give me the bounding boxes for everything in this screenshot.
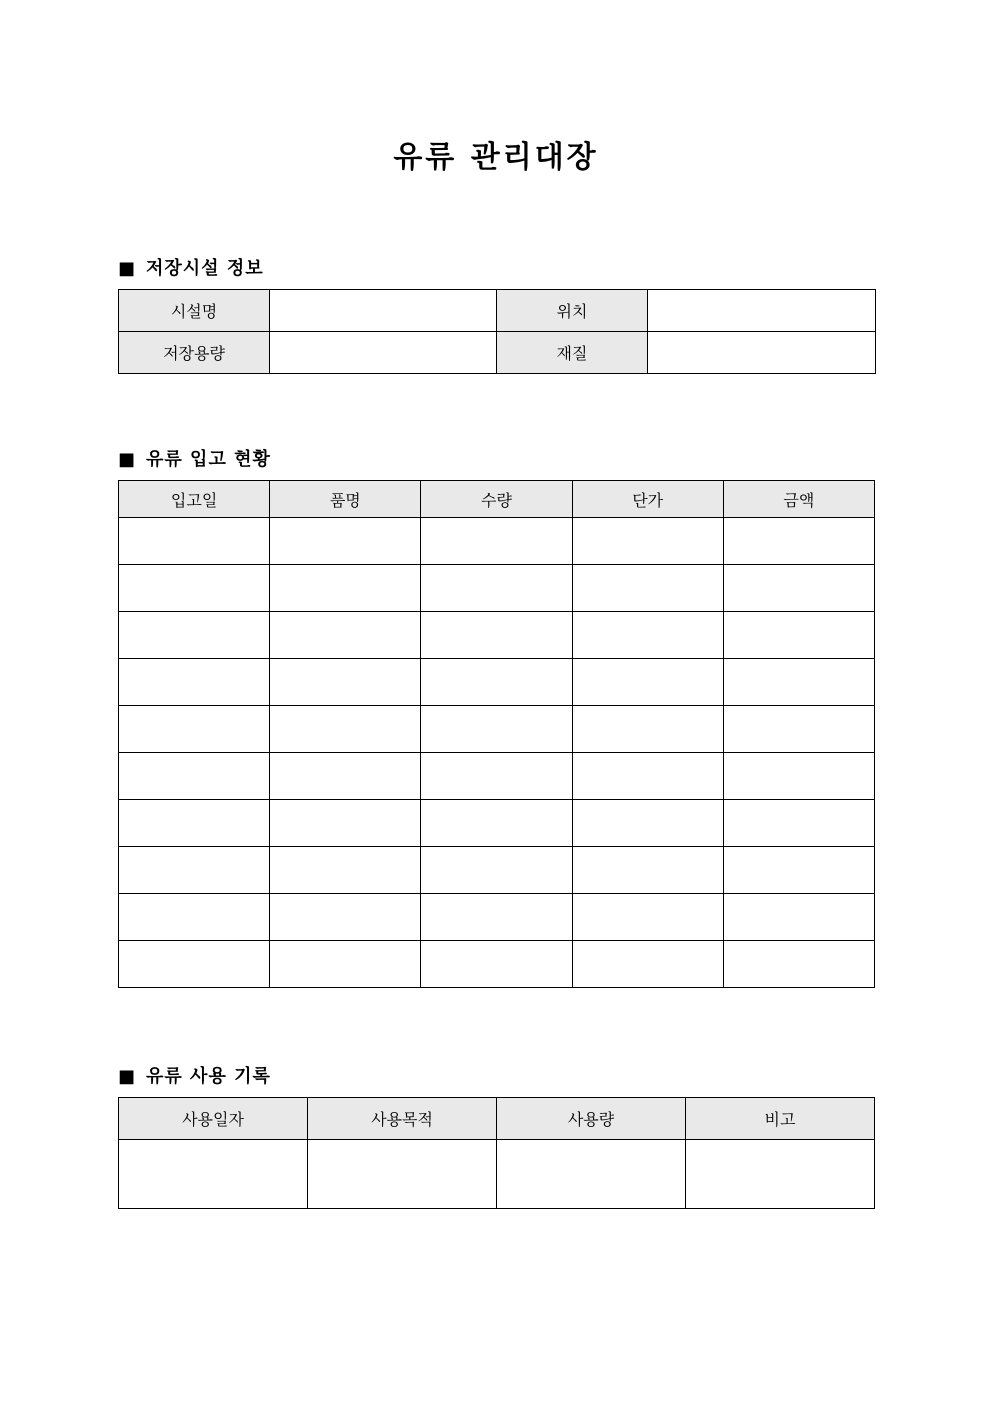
table-cell[interactable] xyxy=(270,941,421,988)
table-cell[interactable] xyxy=(119,612,270,659)
facility-name-field[interactable] xyxy=(270,290,497,332)
table-cell[interactable] xyxy=(421,894,572,941)
table-cell[interactable] xyxy=(270,518,421,565)
table-row xyxy=(119,518,875,565)
location-label: 위치 xyxy=(497,290,648,332)
table-cell[interactable] xyxy=(723,847,874,894)
table-cell[interactable] xyxy=(270,894,421,941)
table-row xyxy=(119,565,875,612)
table-row xyxy=(119,847,875,894)
table-cell[interactable] xyxy=(421,941,572,988)
table-cell[interactable] xyxy=(119,1140,308,1209)
square-bullet-icon: ■ xyxy=(118,258,137,279)
table-cell[interactable] xyxy=(572,565,723,612)
table-cell[interactable] xyxy=(723,941,874,988)
column-header: 입고일 xyxy=(119,481,270,518)
table-cell[interactable] xyxy=(421,659,572,706)
table-cell[interactable] xyxy=(723,565,874,612)
table-cell[interactable] xyxy=(723,659,874,706)
table-header-row xyxy=(119,481,875,518)
table-cell[interactable] xyxy=(421,565,572,612)
table-cell[interactable] xyxy=(421,753,572,800)
table-cell[interactable] xyxy=(572,894,723,941)
table-header-row xyxy=(119,1098,875,1140)
table-cell[interactable] xyxy=(723,706,874,753)
table-cell[interactable] xyxy=(270,847,421,894)
table-cell[interactable] xyxy=(572,706,723,753)
table-cell[interactable] xyxy=(270,800,421,847)
table-cell[interactable] xyxy=(497,1140,686,1209)
section-title: 저장시설 정보 xyxy=(146,258,264,279)
column-header: 품명 xyxy=(270,481,421,518)
column-header: 단가 xyxy=(572,481,723,518)
table-cell[interactable] xyxy=(572,659,723,706)
table-cell[interactable] xyxy=(421,612,572,659)
column-header: 사용일자 xyxy=(119,1098,308,1140)
table-row xyxy=(119,941,875,988)
table-cell[interactable] xyxy=(119,565,270,612)
table-cell[interactable] xyxy=(270,565,421,612)
table-cell[interactable] xyxy=(723,612,874,659)
usage-table xyxy=(118,1097,875,1209)
section-heading-facility xyxy=(118,254,264,280)
receipts-table xyxy=(118,480,875,988)
table-cell[interactable] xyxy=(119,706,270,753)
column-header: 금액 xyxy=(723,481,874,518)
column-header: 사용목적 xyxy=(308,1098,497,1140)
square-bullet-icon: ■ xyxy=(118,449,137,470)
table-cell[interactable] xyxy=(421,847,572,894)
table-cell[interactable] xyxy=(270,659,421,706)
table-row xyxy=(119,894,875,941)
column-header: 수량 xyxy=(421,481,572,518)
material-label: 재질 xyxy=(497,332,648,374)
table-cell[interactable] xyxy=(270,706,421,753)
table-cell[interactable] xyxy=(308,1140,497,1209)
table-cell[interactable] xyxy=(270,753,421,800)
section-heading-receipts xyxy=(118,445,271,471)
table-cell[interactable] xyxy=(119,753,270,800)
section-title: 유류 사용 기록 xyxy=(146,1066,271,1087)
table-row xyxy=(119,290,876,332)
table-cell[interactable] xyxy=(723,518,874,565)
table-row xyxy=(119,612,875,659)
table-row xyxy=(119,659,875,706)
table-cell[interactable] xyxy=(421,706,572,753)
table-cell[interactable] xyxy=(421,800,572,847)
square-bullet-icon: ■ xyxy=(118,1066,137,1087)
facility-info-table xyxy=(118,289,876,374)
table-row xyxy=(119,1140,875,1209)
location-field[interactable] xyxy=(648,290,876,332)
table-cell[interactable] xyxy=(119,800,270,847)
table-cell[interactable] xyxy=(572,612,723,659)
table-cell[interactable] xyxy=(572,847,723,894)
facility-name-label: 시설명 xyxy=(119,290,270,332)
table-cell[interactable] xyxy=(119,941,270,988)
capacity-field[interactable] xyxy=(270,332,497,374)
table-cell[interactable] xyxy=(723,753,874,800)
table-cell[interactable] xyxy=(119,518,270,565)
section-title: 유류 입고 현황 xyxy=(146,449,271,470)
table-cell[interactable] xyxy=(686,1140,875,1209)
table-cell[interactable] xyxy=(572,941,723,988)
table-cell[interactable] xyxy=(270,612,421,659)
table-cell[interactable] xyxy=(723,894,874,941)
table-cell[interactable] xyxy=(119,847,270,894)
table-cell[interactable] xyxy=(572,800,723,847)
capacity-label: 저장용량 xyxy=(119,332,270,374)
column-header: 사용량 xyxy=(497,1098,686,1140)
table-cell[interactable] xyxy=(119,659,270,706)
table-cell[interactable] xyxy=(572,518,723,565)
material-field[interactable] xyxy=(648,332,876,374)
table-cell[interactable] xyxy=(723,800,874,847)
table-row xyxy=(119,800,875,847)
document-title: 유류 관리대장 xyxy=(393,140,599,175)
table-row xyxy=(119,706,875,753)
table-cell[interactable] xyxy=(572,753,723,800)
table-row xyxy=(119,753,875,800)
column-header: 비고 xyxy=(686,1098,875,1140)
table-cell[interactable] xyxy=(119,894,270,941)
table-row xyxy=(119,332,876,374)
section-heading-usage xyxy=(118,1062,271,1088)
table-cell[interactable] xyxy=(421,518,572,565)
